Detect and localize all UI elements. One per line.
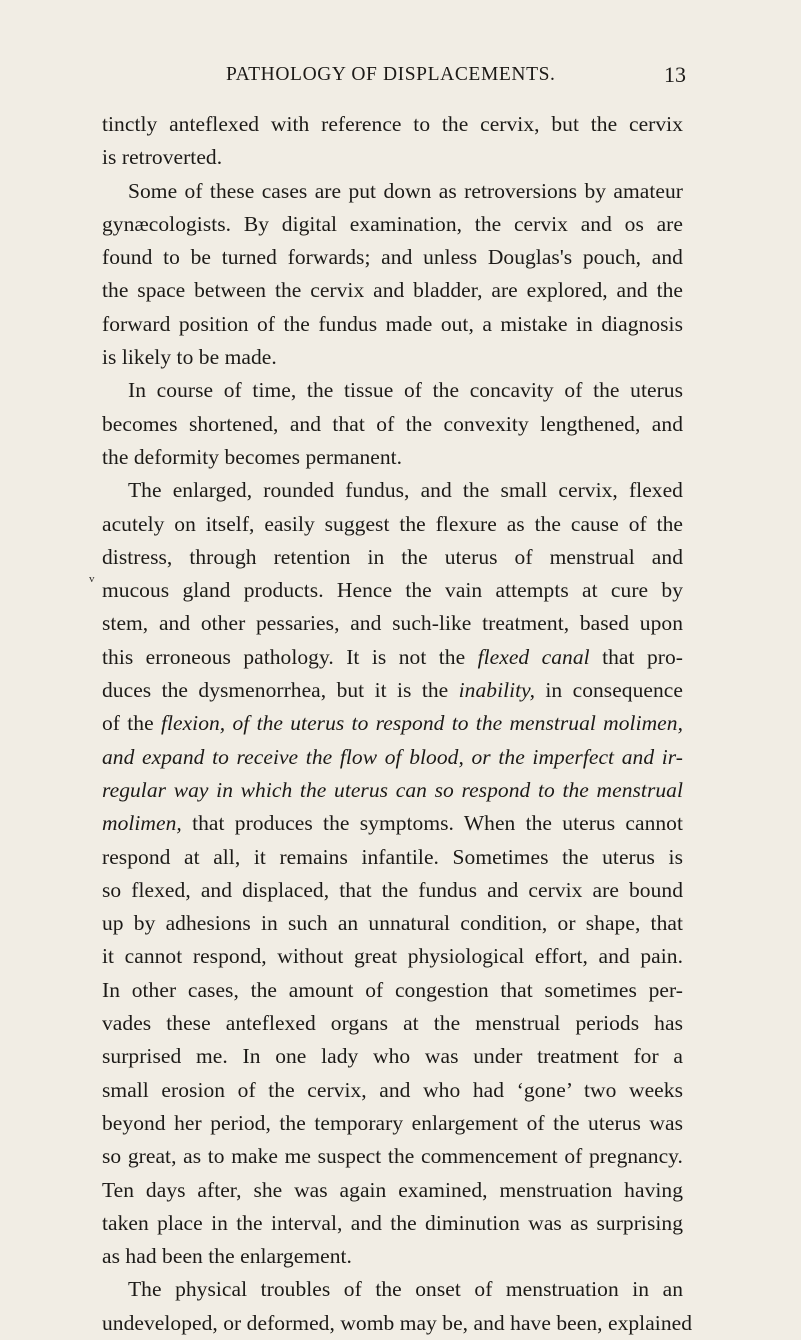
text-line-8: is likely to be made. [102, 345, 277, 370]
text-line-28: vades these anteflexed organs at the menstrual periods has [102, 1011, 683, 1036]
text-line-17: this erroneous pathology. It is not the flexed canal that pro- [102, 644, 683, 669]
text-line-16: stem, and other pessaries, and such-like treatment, based upon [102, 611, 683, 636]
text-line-33: Ten days after, she was again examined, menstruation having [102, 1177, 683, 1202]
text-line-36: The physical troubles of the onset of menstruation in an [128, 1277, 683, 1302]
text-line-26: it cannot respond, without great physiological effort, and pain. [102, 944, 683, 969]
text-line-20: and expand to receive the flow of blood, or the imperfect and ir- [102, 744, 683, 769]
text-line-7: forward position of the fundus made out, a mistake in diagnosis [102, 311, 683, 336]
text-line-29: surprised me. In one lady who was under treatment for a [102, 1044, 683, 1069]
text-line-5: found to be turned forwards; and unless Douglas's pouch, and [102, 245, 683, 270]
running-head [226, 64, 686, 94]
text-line-18: duces the dysmenorrhea, but it is the inability, in consequence [102, 678, 683, 703]
text-line-25: up by adhesions in such an unnatural condition, or shape, that [102, 911, 683, 936]
text-line-23: respond at all, it remains infantile. Sometimes the uterus is [102, 844, 683, 869]
text-line-13: acutely on itself, easily suggest the flexure as the cause of the [102, 511, 683, 536]
text-line-14: distress, through retention in the uterus of menstrual and [102, 544, 683, 569]
page-number: 13 [664, 62, 686, 87]
text-line-1: tinctly anteflexed with reference to the cervix, but the cervix [102, 112, 683, 136]
text-line-10: becomes shortened, and that of the convexity lengthened, and [102, 411, 683, 436]
text-line-35: as had been the enlargement. [102, 1244, 352, 1269]
text-line-34: taken place in the interval, and the diminution was as surprising [102, 1210, 683, 1235]
text-line-6: the space between the cervix and bladder, are explored, and the [102, 278, 683, 303]
text-line-32: so great, as to make me suspect the commencement of pregnancy. [102, 1144, 683, 1169]
text-line-15: mucous gland products. Hence the vain attempts at cure by [102, 578, 683, 603]
text-line-27: In other cases, the amount of congestion that sometimes per- [102, 977, 683, 1002]
body-text [102, 108, 693, 1340]
text-line-19: of the flexion, of the uterus to respond to the menstrual molimen, [102, 711, 683, 736]
text-line-4: gynæcologists. By digital examination, the cervix and os are [102, 211, 683, 236]
text-line-11: the deformity becomes permanent. [102, 444, 403, 469]
text-line-2: is retroverted. [102, 145, 223, 170]
text-line-24: so flexed, and displaced, that the fundus and cervix are bound [102, 877, 683, 902]
margin-mark: v [89, 573, 95, 585]
text-line-37: undeveloped, or deformed, womb may be, and have been, explained [102, 1310, 693, 1335]
text-line-21: regular way in which the uterus can so respond to the menstrual [102, 777, 683, 802]
text-line-12: The enlarged, rounded fundus, and the small cervix, flexed [128, 478, 683, 503]
text-line-30: small erosion of the cervix, and who had ‘gone’ two weeks [102, 1077, 683, 1102]
running-title: PATHOLOGY OF DISPLACEMENTS. [226, 64, 556, 85]
text-line-3: Some of these cases are put down as retroversions by amateur [128, 178, 683, 203]
text-line-22: molimen, that produces the symptoms. When the uterus cannot [102, 811, 683, 836]
text-line-31: beyond her period, the temporary enlargement of the uterus was [102, 1110, 683, 1135]
text-line-9: In course of time, the tissue of the concavity of the uterus [128, 378, 683, 403]
